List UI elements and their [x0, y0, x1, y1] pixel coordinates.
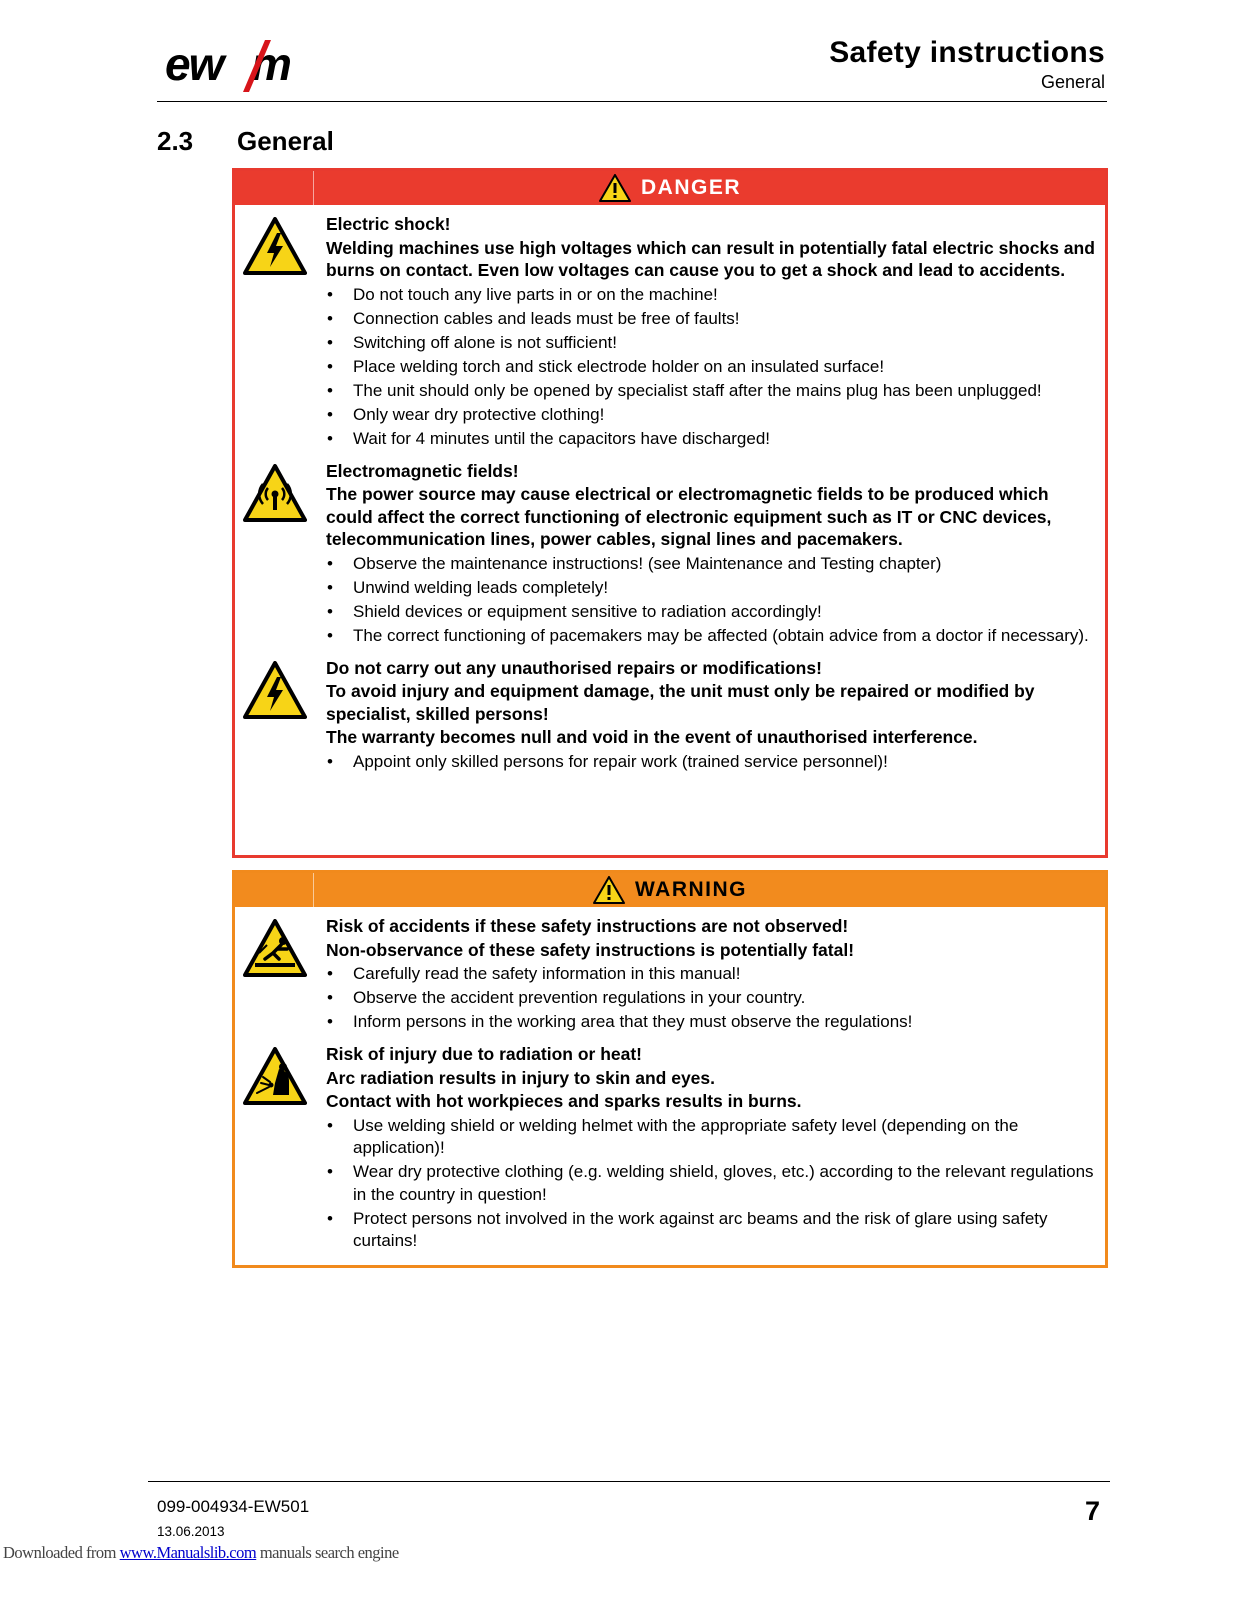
page-number: 7 [1084, 1496, 1100, 1526]
list-item: • Do not touch any live parts in or on the machine! [326, 284, 1099, 307]
electromagnetic-field-icon [243, 464, 307, 522]
section-title: General [237, 126, 334, 156]
list-item: • Connection cables and leads must be free of faults! [326, 308, 1099, 331]
entry-heading: Risk of accidents if these safety instructions are not observed! [326, 916, 849, 936]
list-item: • Inform persons in the working area that they must observe the regulations! [326, 1011, 1099, 1034]
warning-body [235, 907, 1105, 1254]
list-item: • Wear dry protective clothing (e.g. welding shield, gloves, etc.) according to the relevant regulations in the country in question! [326, 1161, 1099, 1206]
list-item: • Observe the maintenance instructions! (see Maintenance and Testing chapter) [326, 553, 1099, 576]
warning-entry-accidents [235, 915, 1105, 1035]
danger-entry-repairs [235, 657, 1105, 775]
page-header-subtitle: General [1040, 72, 1105, 92]
electric-shock-icon [243, 217, 307, 275]
danger-box [232, 168, 1108, 858]
list-item: • Unwind welding leads completely! [326, 577, 1099, 600]
bullet-list [326, 751, 1099, 774]
manualslib-link[interactable]: www.Manualslib.com [119, 1543, 257, 1562]
entry-heading: Do not carry out any unauthorised repairs or modifications! [326, 657, 822, 678]
list-item: • Appoint only skilled persons for repair work (trained service personnel)! [326, 751, 1099, 774]
entry-description: Non-observance of these safety instructions is potentially fatal! [326, 939, 855, 960]
list-item: • Shield devices or equipment sensitive to radiation accordingly! [326, 601, 1099, 624]
bullet-list [326, 1115, 1099, 1253]
bullet-list [326, 553, 1099, 648]
entry-heading: Risk of injury due to radiation or heat! [326, 1044, 642, 1064]
ewm-logo [163, 38, 313, 94]
bullet-list [326, 284, 1099, 451]
list-item: • Observe the accident prevention regulations in your country. [326, 987, 1099, 1010]
danger-entry-electric-shock [235, 213, 1105, 452]
fall-hazard-icon [243, 919, 307, 977]
list-item: • Only wear dry protective clothing! [326, 404, 1099, 427]
bullet-list [326, 963, 1099, 1034]
warning-triangle-icon [593, 876, 625, 904]
entry-description: Welding machines use high voltages which can result in potentially fatal electric shocks and burns on contact. Even low voltages can cause you to get a shock and lead to accidents. [326, 237, 1095, 280]
warning-entry-radiation [235, 1043, 1105, 1254]
warning-header [235, 873, 1105, 907]
radiation-heat-icon [243, 1047, 307, 1105]
list-item: • The correct functioning of pacemakers may be affected (obtain advice from a doctor if necessary). [326, 625, 1099, 648]
danger-body [235, 205, 1105, 775]
list-item: • Protect persons not involved in the work against arc beams and the risk of glare using safety curtains! [326, 1208, 1099, 1253]
svg-text:ew: ew [165, 38, 223, 90]
download-notice [3, 1543, 399, 1563]
warning-box [232, 870, 1108, 1268]
page-header-title: Safety instructions [829, 36, 1105, 69]
entry-heading: Electric shock! [326, 214, 451, 234]
document-number: 099-004934-EW501 [157, 1497, 310, 1516]
header-divider [157, 101, 1107, 102]
entry-description: Contact with hot workpieces and sparks results in burns. [326, 1091, 802, 1111]
list-item: • Wait for 4 minutes until the capacitors have discharged! [326, 428, 1099, 451]
download-suffix: manuals search engine [256, 1543, 399, 1562]
footer-divider [148, 1481, 1110, 1482]
svg-text:m: m [251, 38, 292, 90]
document-date: 13.06.2013 [157, 1524, 225, 1539]
list-item: • Switching off alone is not sufficient! [326, 332, 1099, 355]
entry-description: To avoid injury and equipment damage, the unit must only be repaired or modified by specialist, skilled persons! [326, 681, 1035, 724]
danger-header [235, 171, 1105, 205]
entry-heading: Electromagnetic fields! [326, 460, 519, 481]
list-item: • The unit should only be opened by specialist staff after the mains plug has been unplugged! [326, 380, 1099, 403]
danger-entry-electromagnetic [235, 460, 1105, 649]
section-number: 2.3 [157, 126, 194, 156]
list-item: • Carefully read the safety information in this manual! [326, 963, 1099, 986]
list-item: • Place welding torch and stick electrode holder on an insulated surface! [326, 356, 1099, 379]
entry-description: The power source may cause electrical or electromagnetic fields to be produced which could affect the correct functioning of electronic equipment such as IT or CNC devices, telecommunication lines, power cables, signal lines and pacemakers. [326, 484, 1052, 549]
warning-triangle-icon [599, 174, 631, 202]
download-prefix: Downloaded from [3, 1543, 120, 1562]
warning-label: WARNING [635, 878, 747, 901]
entry-description: Arc radiation results in injury to skin and eyes. [326, 1067, 715, 1088]
list-item: • Use welding shield or welding helmet with the appropriate safety level (depending on the application)! [326, 1115, 1099, 1160]
electric-shock-icon [243, 661, 307, 719]
danger-label: DANGER [640, 176, 741, 199]
entry-description: The warranty becomes null and void in the event of unauthorised interference. [326, 727, 978, 747]
